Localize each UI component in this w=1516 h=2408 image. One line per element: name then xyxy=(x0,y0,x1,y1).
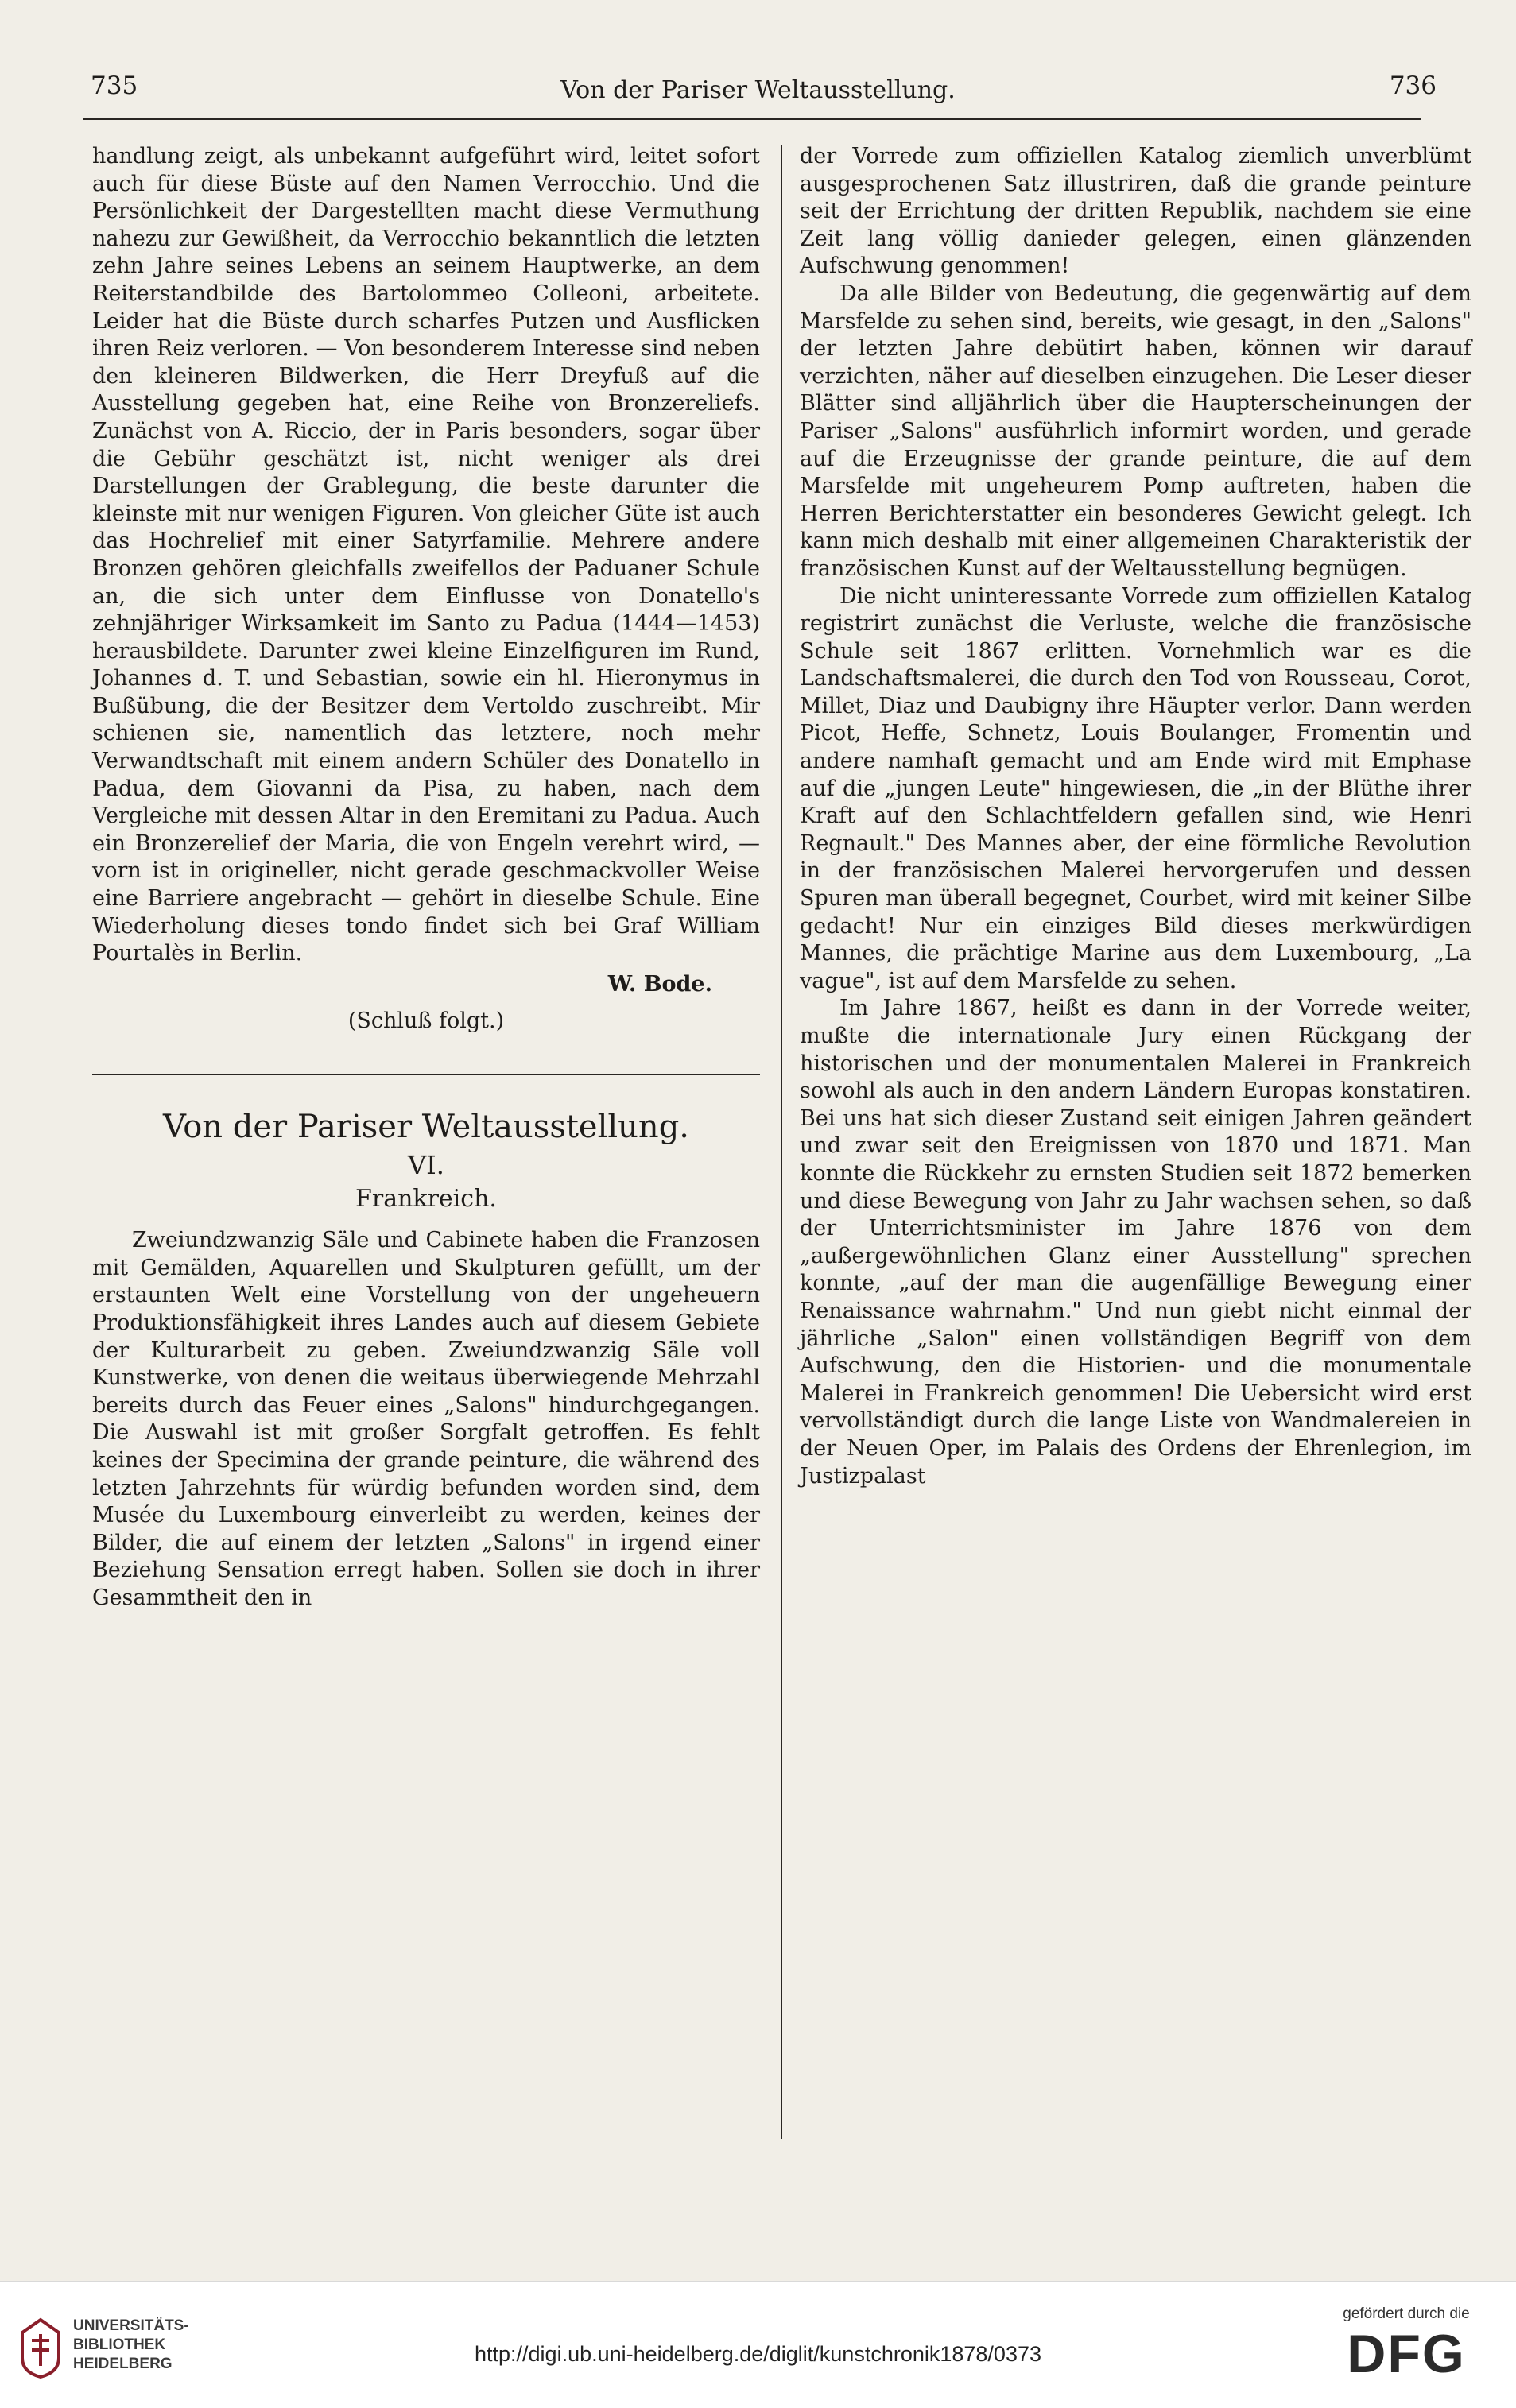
left-paragraph-2: Zweiundzwanzig Säle und Cabinete haben die Franzosen mit Gemälden, Aquarellen und Skulpturen gefüllt, um der erstaunten Welt eine Vorstellung von der ungeheuern Produktionsfähigkeit ihres Landes auch auf diesem Gebiete der Kulturarbeit zu geben. Zweiundzwanzig Säle voll Kunstwerke, von denen die weitaus überwiegende Mehrzahl bereits durch das Feuer eines „Salons" hindurchgegangen. Die Auswahl ist mit großer Sorgfalt getroffen. Es fehlt keines der Specimina der grande peinture, die während des letzten Jahrzehnts für würdig befunden worden sind, dem Musée du Luxembourg einverleibt zu werden, keines der Bilder, die auf einem der letzten „Salons" in irgend einer Beziehung Sensation erregt haben. Sollen sie doch in ihrer Gesammtheit den in xyxy=(92,1228,760,1610)
dfg-logo: DFG xyxy=(1347,2324,1466,2384)
left-column xyxy=(92,143,760,1612)
digitization-footer xyxy=(0,2281,1516,2408)
author-signature: W. Bode. xyxy=(607,971,712,997)
left-paragraph-1: handlung zeigt, als unbekannt aufgeführt wird, leitet sofort auch für diese Büste auf den Namen Verrocchio. Und die Persönlichkeit der Dargestellten macht diese Vermuthung nahezu zur Gewißheit, da Verrocchio bekanntlich die letzten zehn Jahre seines Lebens an seinem Hauptwerke, an dem Reiterstandbilde des Bartolommeo Colleoni, arbeitete. Leider hat die Büste durch scharfes Putzen und Ausflicken ihren Reiz verloren. — Von besonderem Interesse sind neben den kleineren Bildwerken, die Herr Dreyfuß auf die Ausstellung gegeben hat, eine Reihe von Bronzereliefs. Zunächst von A. Riccio, der in Paris besonders, sogar über die Gebühr geschätzt ist, nicht weniger als drei Darstellungen der Grablegung, die beste darunter die kleinste mit nur wenigen Figuren. Von gleicher Güte ist auch das Hochrelief mit einer Satyrfamilie. Mehrere andere Bronzen gehören gleichfalls zweifellos der Paduaner Schule an, die sich unter dem Einflusse von Donatello's zehnjähriger Wirksamkeit im Santo zu Padua (1444—1453) herausbildete. Darunter zwei kleine Einzelfiguren im Rund, Johannes d. T. und Sebastian, sowie ein hl. Hieronymus in Bußübung, die der Besitzer dem Vertoldo zuschreibt. Mir schienen sie, namentlich das letztere, noch mehr Verwandtschaft mit einem andern Schüler des Donatello in Padua, dem Giovanni da Pisa, zu haben, nach dem Vergleiche mit dessen Altar in den Eremitani zu Padua. Auch ein Bronzerelief der Maria, die von Engeln verehrt wird, — vorn ist in origineller, nicht gerade geschmackvoller Weise eine Barriere angebracht — gehört in dieselbe Schule. Eine Wiederholung dieses tondo findet sich bei Graf William Pourtalès in Berlin. xyxy=(92,144,760,966)
section-divider xyxy=(92,1074,760,1075)
right-paragraph-3: Die nicht uninteressante Vorrede zum offiziellen Katalog registrirt zunächst die Verluste, welche die französische Schule seit 1867 erlitten. Vornehmlich war es die Landschaftsmalerei, die durch den Tod von Rousseau, Corot, Millet, Diaz und Daubigny ihre Häupter verlor. Dann werden Picot, Heffe, Schnetz, Louis Boulanger, Fromentin und andere namhaft gemacht und am Ende wird mit Emphase auf die „jungen Leute" hingewiesen, die „in der Blüthe ihrer Kraft auf den Schlachtfeldern gefallen sind, wie Henri Regnault." Des Mannes aber, der eine förmliche Revolution in der französischen Malerei hervorgerufen und dessen Spuren man überall begegnet, Courbet, wird mit keiner Silbe gedacht! Nur ein einziges Bild dieses merkwürdigen Mannes, die prächtige Marine aus dem Luxembourg, „La vague", ist auf dem Marsfelde zu sehen. xyxy=(800,583,1471,993)
page-header xyxy=(79,72,1437,116)
article-subtitle: Frankreich. xyxy=(355,1184,497,1213)
funder-block xyxy=(1311,2305,1502,2385)
column-divider xyxy=(781,145,782,2139)
to-be-continued-note: (Schluß folgt.) xyxy=(347,1008,505,1034)
header-rule xyxy=(83,118,1421,120)
running-title: Von der Pariser Weltausstellung. xyxy=(560,76,956,104)
page-number-right: 736 xyxy=(1389,72,1437,100)
right-paragraph-4: Im Jahre 1867, heißt es dann in der Vorrede weiter, mußte die internationale Jury einen Rückgang der historischen und der monumentalen Malerei in Frankreich sowohl als auch in den andern Ländern Europas konstatiren. Bei uns hat sich dieser Zustand seit einigen Jahren geändert und zwar seit den Ereignissen von 1870 und 1871. Man konnte die Rückkehr zu ernsten Studien seit 1872 bemerken und diese Bewegung von Jahr zu Jahr wachsen sehen, so daß der Unterrichtsminister im Jahre 1876 von dem „außergewöhnlichen Glanz einer Ausstellung" sprechen konnte, „auf der man die augenfällige Bewegung einer Renaissance wahrnahm." Und nun giebt nicht einmal der jährliche „Salon" einen vollständigen Begriff von dem Aufschwung, den die Historien- und die monumentale Malerei in Frankreich genommen! Die Uebersicht wird erst vervollständigt durch die lange Liste von Wandmalereien in der Neuen Oper, im Palais des Ordens der Ehrenlegion, im Justizpalast xyxy=(800,996,1471,1489)
funded-by-label: gefördert durch die xyxy=(1343,2305,1470,2322)
page-number-left: 735 xyxy=(91,72,138,100)
article-part-number: VI. xyxy=(408,1150,444,1180)
source-url-link[interactable]: http://digi.ub.uni-heidelberg.de/diglit/kunstchronik1878/0373 xyxy=(475,2342,1041,2366)
article-title: Von der Pariser Weltausstellung. xyxy=(162,1109,690,1145)
right-column xyxy=(800,143,1471,1490)
right-paragraph-1: der Vorrede zum offiziellen Katalog ziemlich unverblümt ausgesprochenen Satz illustriren, daß die grande peinture seit der Errichtung der dritten Republik, nachdem sie eine Zeit lang völlig danieder gelegen, einen glänzenden Aufschwung genommen! xyxy=(800,144,1471,279)
library-name: UNIVERSITÄTS- BIBLIOTHEK HEIDELBERG xyxy=(73,2317,189,2372)
right-paragraph-2: Da alle Bilder von Bedeutung, die gegenwärtig auf dem Marsfelde zu sehen sind, bereits, wie gesagt, in den „Salons" der letzten Jahre debütirt haben, können wir darauf verzichten, näher auf dieselben einzugehen. Die Leser dieser Blätter sind alljährlich über die Haupterscheinungen der Pariser „Salons" ausführlich informirt worden, und gerade auf die Erzeugnisse der grande peinture, die auf dem Marsfelde mit ungeheurem Pomp auftreten, haben die Herren Berichterstatter ein besonderes Gewicht gelegt. Ich kann mich deshalb mit einer allgemeinen Charakteristik der französischen Kunst auf der Weltausstellung begnügen. xyxy=(800,281,1471,581)
